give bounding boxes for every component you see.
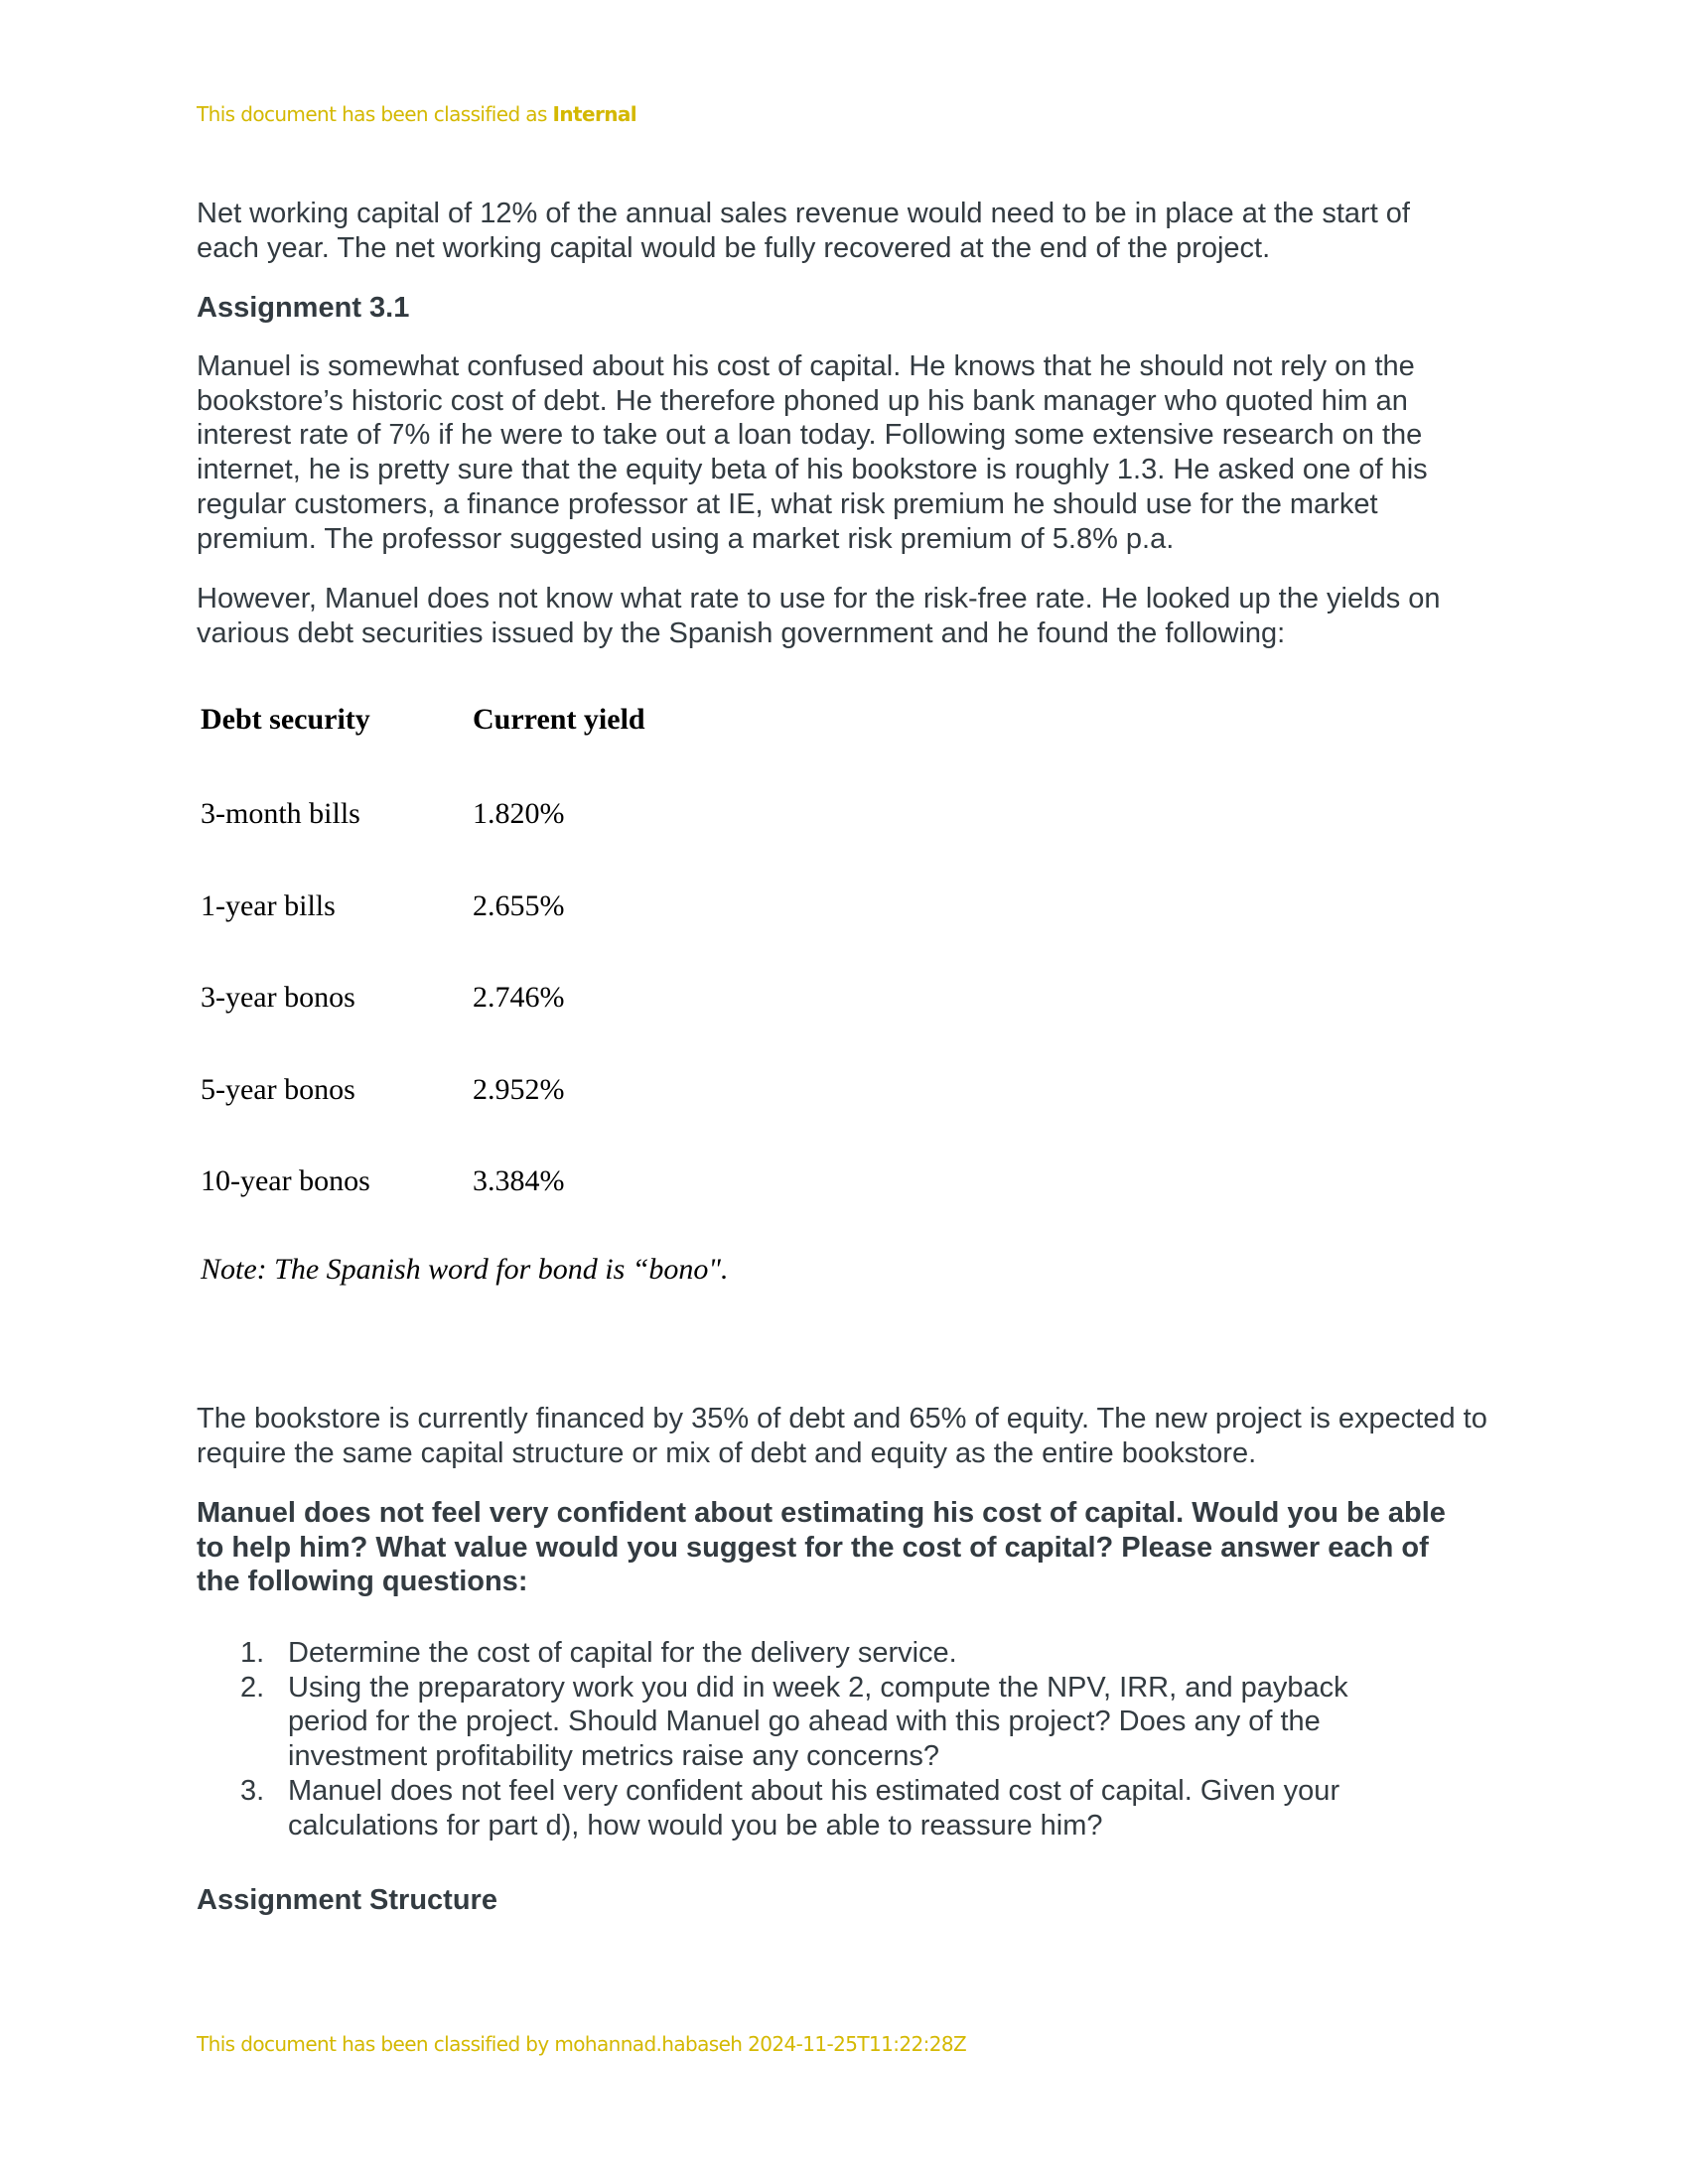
table-cell-yield: 1.820%: [473, 797, 565, 830]
table-note: Note: The Spanish word for bond is “bono".: [201, 1253, 729, 1286]
capital-structure-paragraph: The bookstore is currently financed by 35% of debt and 65% of equity. The new project is expected to require the same capital structure or mix of debt and equity as the entire bookstore.: [197, 1403, 1487, 1469]
list-text: Manuel does not feel very confident about his estimated cost of capital. Given your calculations for part d), how would you be able to reassure him?: [288, 1774, 1340, 1842]
table-cell-security: 5-year bonos: [201, 1072, 355, 1106]
cost-of-capital-paragraph: Manuel is somewhat confused about his cost of capital. He knows that he should not rely on the bookstore’s historic cost of debt. He therefore phoned up his bank manager who quoted him an interest rate of 7% if he were to take out a loan today. Following some extensive research on the internet, he is pretty sure that the equity beta of his bookstore is roughly 1.3. He asked one of his regular customers, a finance professor at IE, what risk premium he should use for the market premium. The professor suggested using a market risk premium of 5.8% p.a.: [197, 350, 1428, 555]
table-header-security: Debt security: [201, 703, 370, 736]
list-text: Using the preparatory work you did in week 2, compute the NPV, IRR, and payback period for the project. Should Manuel go ahead with this project? Does any of the investment profitability metrics raise any concerns?: [288, 1671, 1348, 1773]
question-list: [240, 1636, 1412, 1843]
table-header-yield: Current yield: [473, 703, 645, 736]
risk-free-paragraph: However, Manuel does not know what rate to use for the risk-free rate. He looked up the yields on various debt securities issued by the Spanish government and he found the following:: [197, 583, 1441, 649]
classification-level: Internal: [552, 102, 637, 126]
list-text: Determine the cost of capital for the delivery service.: [288, 1637, 957, 1669]
table-cell-yield: 2.952%: [473, 1072, 565, 1106]
question-prompt: Manuel does not feel very confident about estimating his cost of capital. Would you be able to help him? What value would you suggest for the cost of capital? Please answer each of the following questions:: [197, 1497, 1446, 1598]
assignment-heading: Assignment 3.1: [197, 292, 410, 324]
classification-footer: This document has been classified by mohannad.habaseh 2024-11-25T11:22:28Z: [197, 2032, 967, 2056]
table-cell-security: 10-year bonos: [201, 1164, 370, 1198]
working-capital-paragraph: Net working capital of 12% of the annual sales revenue would need to be in place at the start of each year. The net working capital would be fully recovered at the end of the project.: [197, 198, 1410, 264]
list-item: [240, 1636, 1412, 1671]
list-item: [240, 1774, 1412, 1843]
list-item: [240, 1671, 1412, 1774]
table-cell-security: 3-year bonos: [201, 981, 355, 1015]
list-number: 1.: [240, 1637, 265, 1669]
table-cell-yield: 2.655%: [473, 888, 565, 922]
classification-prefix: This document has been classified as: [197, 102, 553, 126]
table-cell-yield: 2.746%: [473, 981, 565, 1015]
table-cell-yield: 3.384%: [473, 1164, 565, 1198]
list-number: 2.: [240, 1671, 265, 1704]
assignment-structure-heading: Assignment Structure: [197, 1884, 497, 1916]
table-cell-security: 1-year bills: [201, 888, 336, 922]
classification-header: [197, 102, 636, 126]
list-number: 3.: [240, 1774, 265, 1807]
table-cell-security: 3-month bills: [201, 797, 360, 830]
